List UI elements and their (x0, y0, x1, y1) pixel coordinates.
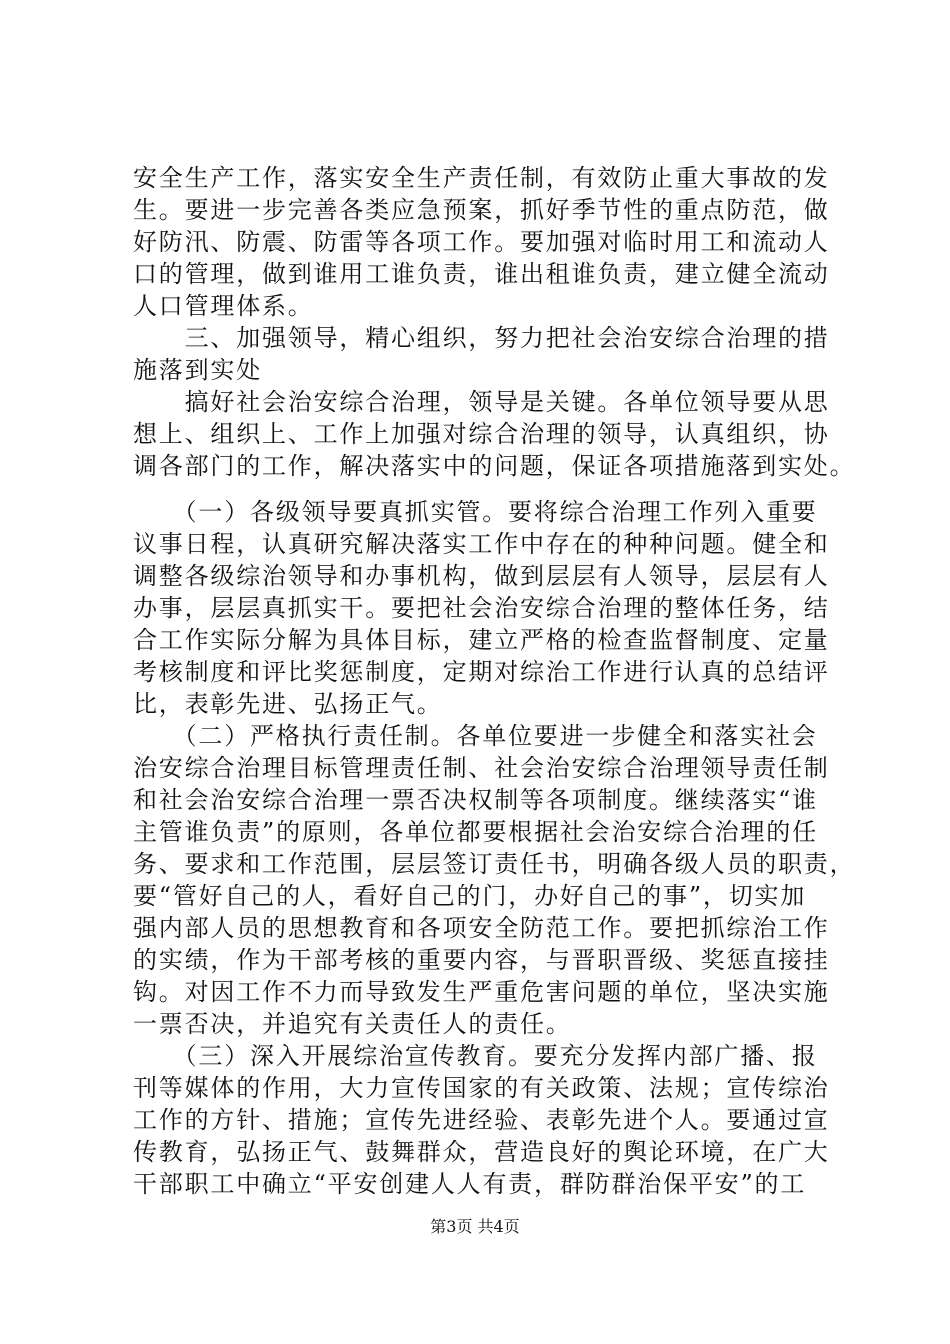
text-line: 口的管理，做到谁用工谁负责，谁出租谁负责，建立健全流动 (133, 260, 830, 288)
text-line: 强内部人员的思想教育和各项安全防范工作。要把抓综治工作 (133, 914, 830, 942)
text-line: 比，表彰先进、弘扬正气。 (133, 690, 443, 718)
text-line: 办事，层层真抓实干。要把社会治安综合治理的整体任务，结 (133, 594, 830, 622)
text-line: 传教育，弘扬正气、鼓舞群众，营造良好的舆论环境，在广大 (133, 1138, 830, 1166)
text-line: 合工作实际分解为具体目标，建立严格的检查监督制度、定量 (133, 626, 830, 654)
text-line: 生。要进一步完善各类应急预案，抓好季节性的重点防范，做 (133, 196, 830, 224)
text-line: 刊等媒体的作用，大力宣传国家的有关政策、法规；宣传综治 (133, 1074, 830, 1102)
text-line: 考核制度和评比奖惩制度，定期对综治工作进行认真的总结评 (133, 658, 830, 686)
text-line: 干部职工中确立“平安创建人人有责，群防群治保平安”的工 (133, 1170, 807, 1198)
text-line: （二）严格执行责任制。各单位要进一步健全和落实社会 (133, 722, 818, 750)
text-line: 和社会治安综合治理一票否决权制等各项制度。继续落实“谁 (133, 786, 818, 814)
text-line: 搞好社会治安综合治理，领导是关键。各单位领导要从思 (133, 388, 830, 416)
text-line: 务、要求和工作范围，层层签订责任书，明确各级人员的职责， (133, 850, 856, 878)
text-line: 安全生产工作，落实安全生产责任制，有效防止重大事故的发 (133, 164, 830, 192)
text-line: 好防汛、防震、防雷等各项工作。要加强对临时用工和流动人 (133, 228, 830, 256)
text-line: 议事日程，认真研究解决落实工作中存在的种种问题。健全和 (133, 530, 830, 558)
text-line: （一）各级领导要真抓实管。要将综合治理工作列入重要 (133, 498, 818, 526)
text-line: 工作的方针、措施；宣传先进经验、表彰先进个人。要通过宣 (133, 1106, 830, 1134)
text-line: 的实绩，作为干部考核的重要内容，与晋职晋级、奖惩直接挂 (133, 946, 830, 974)
page-number-footer: 第3页 共4页 (430, 1217, 520, 1236)
text-line: 主管谁负责”的原则，各单位都要根据社会治安综合治理的任 (133, 818, 818, 846)
text-line: 调各部门的工作，解决落实中的问题，保证各项措施落到实处。 (133, 452, 856, 480)
text-line: （三）深入开展综治宣传教育。要充分发挥内部广播、报 (133, 1042, 818, 1070)
section-heading-line: 施落到实处 (133, 356, 262, 384)
text-line: 想上、组织上、工作上加强对综合治理的领导，认真组织，协 (133, 420, 830, 448)
text-line: 一票否决，并追究有关责任人的责任。 (133, 1010, 572, 1038)
text-line: 人口管理体系。 (133, 292, 314, 320)
text-line: 调整各级综治领导和办事机构，做到层层有人领导，层层有人 (133, 562, 830, 590)
text-line: 治安综合治理目标管理责任制、社会治安综合治理领导责任制 (133, 754, 830, 782)
text-line: 要“管好自己的人，看好自己的门，办好自己的事”，切实加 (133, 882, 807, 910)
text-line: 钩。对因工作不力而导致发生严重危害问题的单位，坚决实施 (133, 978, 830, 1006)
section-heading-line: 三、加强领导，精心组织，努力把社会治安综合治理的措 (133, 324, 830, 352)
